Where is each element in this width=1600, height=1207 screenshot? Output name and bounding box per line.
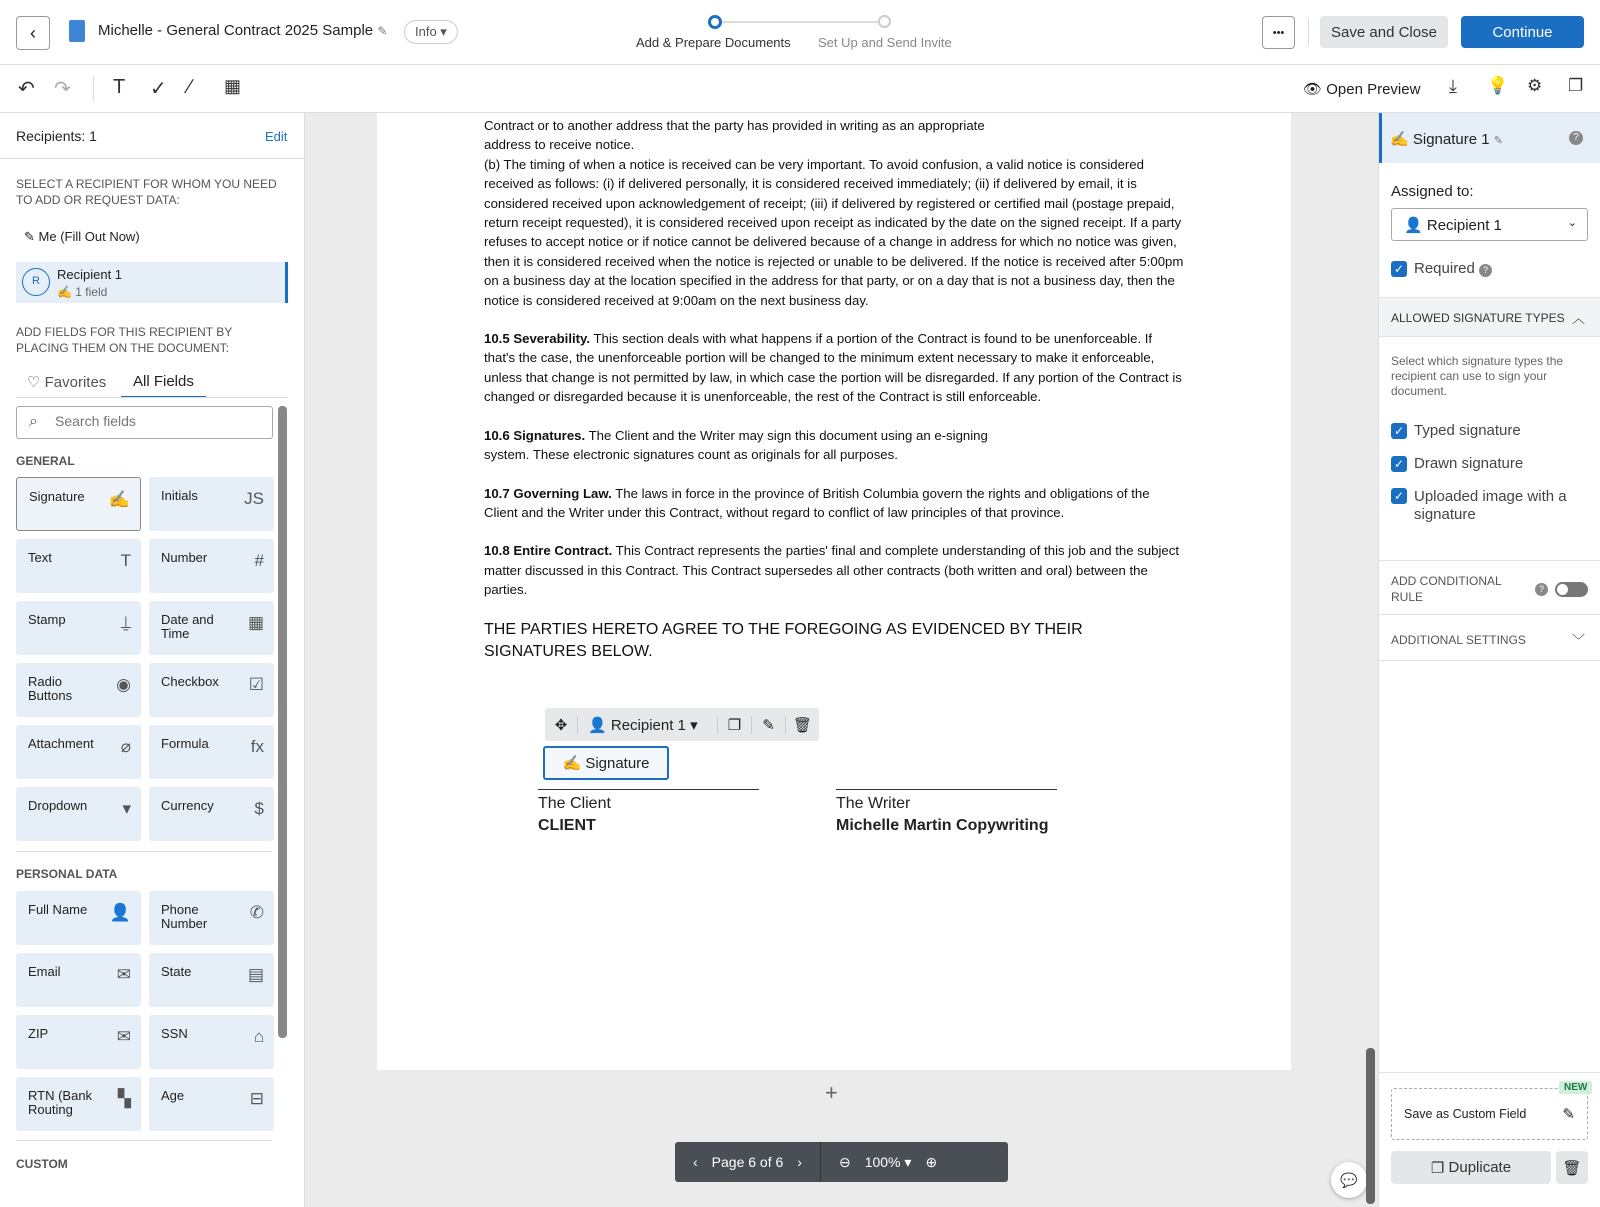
- section-10-7: 10.7 Governing Law. The laws in force in the province of British Columbia govern the rights and obligations of the Client and the Writer under this Contract, without regard to conflict of law principles of that province.: [484, 485, 1150, 520]
- document-icon: [69, 20, 85, 42]
- search-icon: ⌕: [29, 413, 38, 430]
- field-type-icon: ▚: [117, 1089, 131, 1108]
- open-preview-label: Open Preview: [1326, 81, 1421, 98]
- recipient-field-count: ✍ 1 field: [57, 285, 108, 299]
- previous-page-icon[interactable]: ‹: [693, 1154, 698, 1170]
- field-tile-label: Text: [28, 550, 52, 565]
- paragraph: (b) The timing of when a notice is received can be very important. To avoid confusion, a valid notice is considered received as follows: (i) if delivered personally, it is considered received immediately; (ii) if delivered by email, it is considered received upon acknowledgement of receipt; (iii) if delivered by registered or certified mail (postage prepaid, return receipt requested), it is considered received upon receipt as indicated by the date on the signed receipt. If a party refuses to accept notice or if notice cannot be delivered because of a change in address for which no notice was given, then it is considered received when the notice is rejected or unable to be delivered. If the notice is received after 5:00pm on a business day at the location specified in the address for that party, or on a day that is not a business day, then the notice is considered received at 9:00am on the next business day.: [484, 156, 1184, 308]
- field-type-icon: fx: [250, 737, 264, 756]
- open-preview-button[interactable]: [1303, 80, 1420, 98]
- divider: [1379, 660, 1600, 661]
- field-tile-label: Phone Number: [161, 902, 208, 931]
- step-2-label[interactable]: Set Up and Send Invite: [818, 35, 952, 50]
- signature-icon: ✍: [562, 755, 582, 772]
- duplicate-button[interactable]: ❐ Duplicate: [1391, 1151, 1551, 1184]
- field-tile-text[interactable]: [16, 539, 141, 593]
- copy-icon[interactable]: ❐: [1568, 76, 1584, 95]
- divider: [1308, 18, 1309, 46]
- field-type-icon: ▾: [122, 799, 131, 818]
- next-page-icon[interactable]: ›: [797, 1154, 802, 1170]
- add-page-button[interactable]: +: [825, 1080, 838, 1105]
- field-tile-full-name[interactable]: [16, 891, 141, 945]
- field-tile-label: Initials: [161, 488, 198, 503]
- recipient-name: Recipient 1: [57, 267, 123, 282]
- field-tile-dropdown[interactable]: [16, 787, 141, 841]
- field-type-icon: ✉: [116, 965, 131, 984]
- duplicate-field-icon[interactable]: ❐: [718, 716, 752, 734]
- document-title[interactable]: [98, 22, 387, 39]
- field-tile-label: ZIP: [28, 1026, 49, 1041]
- writer-signature-line: [836, 789, 1057, 790]
- duplicate-icon: ❐: [1430, 1159, 1445, 1177]
- field-type-icon: $: [254, 799, 264, 818]
- document-scrollbar[interactable]: [1366, 1048, 1375, 1204]
- required-checkbox[interactable]: ✓ Required ?: [1391, 260, 1492, 277]
- drawn-signature-checkbox[interactable]: ✓ Drawn signature: [1391, 455, 1523, 472]
- paragraph: Contract or to another address that the party has provided in writing as an appropriate address to receive notice.: [484, 118, 985, 153]
- uploaded-signature-checkbox[interactable]: ✓ Uploaded image with a signature: [1391, 488, 1581, 524]
- field-tile-radio-buttons[interactable]: [16, 663, 141, 717]
- search-fields-field[interactable]: [55, 413, 255, 429]
- field-tile-currency[interactable]: [149, 787, 274, 841]
- zoom-out-icon[interactable]: ⊖: [838, 1153, 851, 1170]
- edit-title-icon[interactable]: ✎: [377, 24, 388, 38]
- undo-icon[interactable]: ↶: [18, 78, 35, 100]
- field-tile-date-and-time[interactable]: [149, 601, 274, 655]
- section-10-5: 10.5 Severability. This section deals with what happens if a portion of the Contract is found to be unenforceable. If that's the case, the unenforceable portion will be changed to the minimum extent necessary to make it enforceable, unless that change is not permitted by law, in which case the portion will be disregarded. If any portion of the Contract is changed or disregarded because it is unenforceable, the rest of the Contract is still enforceable.: [484, 331, 1182, 405]
- field-tile-label: Date and Time: [161, 612, 214, 641]
- field-tile-label: Checkbox: [161, 674, 219, 689]
- field-type-icon: ▤: [247, 965, 264, 984]
- eye-icon: 👁: [1303, 81, 1323, 98]
- zoom-in-icon[interactable]: ⊕: [925, 1153, 938, 1170]
- personal-data-heading: PERSONAL DATA: [16, 867, 118, 881]
- settings-icon[interactable]: ⚙: [1527, 76, 1543, 95]
- writer-name: Michelle Martin Copywriting: [836, 817, 1049, 834]
- general-heading: GENERAL: [16, 454, 75, 468]
- more-options-button[interactable]: •••: [1262, 16, 1295, 49]
- field-tile-label: Age: [161, 1088, 185, 1103]
- signature-icon: ✍: [1390, 131, 1409, 148]
- page-navigation-bar: [675, 1142, 1008, 1182]
- tab-all-fields[interactable]: All Fields: [121, 373, 206, 398]
- field-tile-checkbox[interactable]: [149, 663, 274, 717]
- delete-field-icon[interactable]: 🗑: [792, 716, 813, 734]
- divider: [93, 76, 94, 102]
- conditional-rule-label: ADD CONDITIONAL RULE: [1391, 574, 1502, 604]
- field-tile-state[interactable]: [149, 953, 274, 1007]
- document-text: [484, 116, 1184, 663]
- save-and-close-button[interactable]: Save and Close: [1320, 16, 1448, 48]
- chat-icon[interactable]: 💬: [1331, 1162, 1367, 1198]
- field-tile-formula[interactable]: [149, 725, 274, 779]
- info-dropdown[interactable]: Info ▾: [404, 20, 458, 44]
- field-type-icon: T: [120, 551, 131, 570]
- field-type-icon: ⌂: [253, 1027, 264, 1046]
- expand-icon[interactable]: ﹀: [1572, 633, 1586, 648]
- agreement-statement: THE PARTIES HERETO AGREE TO THE FOREGOING AS EVIDENCED BY THEIR SIGNATURES BELOW.: [484, 620, 1083, 660]
- step-1-dot: [708, 15, 722, 29]
- checkmark-tool-icon[interactable]: ✓: [150, 78, 167, 100]
- field-tile-email[interactable]: [16, 953, 141, 1007]
- field-tile-label: Full Name: [28, 902, 88, 917]
- text-tool-icon[interactable]: T: [113, 76, 126, 98]
- typed-signature-checkbox[interactable]: ✓ Typed signature: [1391, 422, 1521, 439]
- divider: [1379, 614, 1600, 615]
- field-tile-label: Currency: [161, 798, 214, 813]
- field-tile-label: Radio Buttons: [28, 674, 73, 703]
- help-icon[interactable]: ?: [1569, 131, 1583, 145]
- rename-icon[interactable]: ✎: [1493, 135, 1503, 147]
- fields-scrollbar[interactable]: [278, 406, 287, 1038]
- field-type-icon: ✆: [249, 903, 264, 922]
- writer-role: The Writer: [836, 795, 911, 812]
- field-tile-age[interactable]: [149, 1077, 274, 1131]
- title-text: Michelle - General Contract 2025 Sample: [98, 22, 374, 39]
- client-name: CLIENT: [538, 817, 596, 834]
- divider: [1379, 560, 1600, 561]
- calendar-tool-icon[interactable]: ▦: [224, 76, 242, 96]
- additional-settings-header[interactable]: ADDITIONAL SETTINGS: [1391, 633, 1526, 647]
- edit-recipients-link[interactable]: Edit: [265, 129, 288, 144]
- assigned-to-label: Assigned to:: [1391, 183, 1474, 200]
- field-tile-number[interactable]: [149, 539, 274, 593]
- field-type-icon: ▦: [247, 613, 264, 632]
- field-tile-attachment[interactable]: [16, 725, 141, 779]
- custom-heading: CUSTOM: [16, 1157, 68, 1171]
- add-fields-prompt: ADD FIELDS FOR THIS RECIPIENT BY PLACING THEM ON THE DOCUMENT:: [16, 325, 233, 355]
- field-tile-rtn-bank-routing[interactable]: [16, 1077, 141, 1131]
- field-tile-label: Email: [28, 964, 61, 979]
- redo-icon[interactable]: ↷: [54, 78, 71, 100]
- field-type-icon: ◉: [116, 675, 131, 694]
- allowed-types-title: ALLOWED SIGNATURE TYPES: [1391, 311, 1565, 325]
- field-tile-label: RTN (Bank Routing: [28, 1088, 93, 1117]
- field-type-icon: #: [254, 551, 264, 570]
- me-label: Me (Fill Out Now): [38, 229, 140, 244]
- pen-icon: ✎: [24, 229, 35, 244]
- divider: [0, 158, 305, 159]
- conditional-rule-toggle[interactable]: [1555, 582, 1588, 597]
- zoom-level-dropdown[interactable]: 100% ▾: [864, 1153, 912, 1170]
- field-tile-ssn[interactable]: [149, 1015, 274, 1069]
- field-type-icon: ⌀: [120, 737, 131, 756]
- field-tile-label: SSN: [161, 1026, 188, 1041]
- field-tile-label: State: [161, 964, 192, 979]
- field-tile-label: Attachment: [28, 736, 94, 751]
- field-tile-label: Dropdown: [28, 798, 88, 813]
- help-icon[interactable]: ?: [1535, 583, 1548, 596]
- step-1-label[interactable]: Add & Prepare Documents: [636, 35, 791, 50]
- signature-field[interactable]: ✍ Signature: [543, 746, 669, 780]
- field-tile-label: Formula: [161, 736, 209, 751]
- section-10-6: 10.6 Signatures. The Client and the Writer may sign this document using an e-signing system. These electronic signatures count as originals for all purposes.: [484, 427, 988, 463]
- me-fill-out-now[interactable]: [24, 229, 140, 245]
- field-tile-stamp[interactable]: [16, 601, 141, 655]
- field-type-icon: 👤: [109, 903, 131, 922]
- field-tile-phone-number[interactable]: [149, 891, 274, 945]
- field-type-icon: ☑: [248, 675, 264, 694]
- field-tile-label: Stamp: [28, 612, 66, 627]
- client-signature-line: [538, 789, 759, 790]
- client-role: The Client: [538, 795, 611, 812]
- field-settings-icon[interactable]: ✎: [752, 716, 786, 734]
- field-tile-label: Signature: [29, 489, 85, 504]
- search-fields-input[interactable]: [16, 406, 273, 439]
- info-label: Info: [415, 24, 437, 39]
- back-button[interactable]: ‹: [16, 16, 50, 50]
- allowed-types-description: Select which signature types the recipient can use to sign your document.: [1391, 354, 1564, 398]
- field-type-icon: ✉: [116, 1027, 131, 1046]
- field-type-icon: ⊟: [249, 1089, 264, 1108]
- divider: [1379, 1072, 1600, 1073]
- delete-button[interactable]: 🗑: [1556, 1151, 1588, 1184]
- field-name[interactable]: ✍ Signature 1 ✎: [1390, 131, 1503, 148]
- help-icon[interactable]: ?: [1479, 264, 1492, 277]
- step-2-dot: [878, 15, 891, 28]
- move-icon[interactable]: ✥: [545, 716, 578, 734]
- recipient-1-item[interactable]: [16, 262, 288, 303]
- page-indicator: Page 6 of 6: [711, 1154, 784, 1170]
- field-toolbar: [545, 708, 819, 741]
- field-tile-signature[interactable]: [16, 477, 141, 531]
- field-type-icon: JS: [244, 489, 264, 508]
- section-10-8: 10.8 Entire Contract. This Contract represents the parties' final and complete understanding of this job and the subject matter discussed in this Contract. This Contract supersedes all other contracts (both written and oral) between the parties.: [484, 543, 1179, 598]
- step-progress-line: [722, 21, 882, 23]
- tabs-divider: [16, 397, 288, 398]
- field-type-icon: ⍊: [120, 613, 131, 632]
- recipient-avatar: R: [22, 268, 50, 296]
- assigned-recipient-dropdown[interactable]: 👤 Recipient 1 ⌄: [1391, 208, 1588, 241]
- field-recipient-dropdown[interactable]: 👤 Recipient 1 ▾: [578, 716, 718, 734]
- collapse-icon[interactable]: ︿: [1572, 311, 1586, 326]
- field-tile-zip[interactable]: [16, 1015, 141, 1069]
- new-badge: NEW: [1559, 1081, 1592, 1094]
- field-type-icon: ✍: [108, 490, 130, 509]
- select-recipient-prompt: SELECT A RECIPIENT FOR WHOM YOU NEED TO ADD OR REQUEST DATA:: [16, 177, 277, 207]
- download-icon[interactable]: ⤓: [1449, 76, 1457, 96]
- line-tool-icon[interactable]: ∕: [188, 76, 192, 98]
- divider: [16, 851, 272, 852]
- save-custom-field-button[interactable]: Save as Custom Field ✎: [1391, 1088, 1588, 1140]
- divider: [16, 1140, 272, 1141]
- lightbulb-icon[interactable]: 💡: [1487, 76, 1509, 95]
- field-tile-label: Number: [161, 550, 208, 565]
- custom-field-icon: ✎: [1562, 1106, 1575, 1123]
- field-tile-initials[interactable]: [149, 477, 274, 531]
- continue-button[interactable]: Continue: [1461, 16, 1584, 48]
- tab-favorites[interactable]: ♡ Favorites: [27, 374, 107, 391]
- recipients-count: Recipients: 1: [16, 128, 97, 144]
